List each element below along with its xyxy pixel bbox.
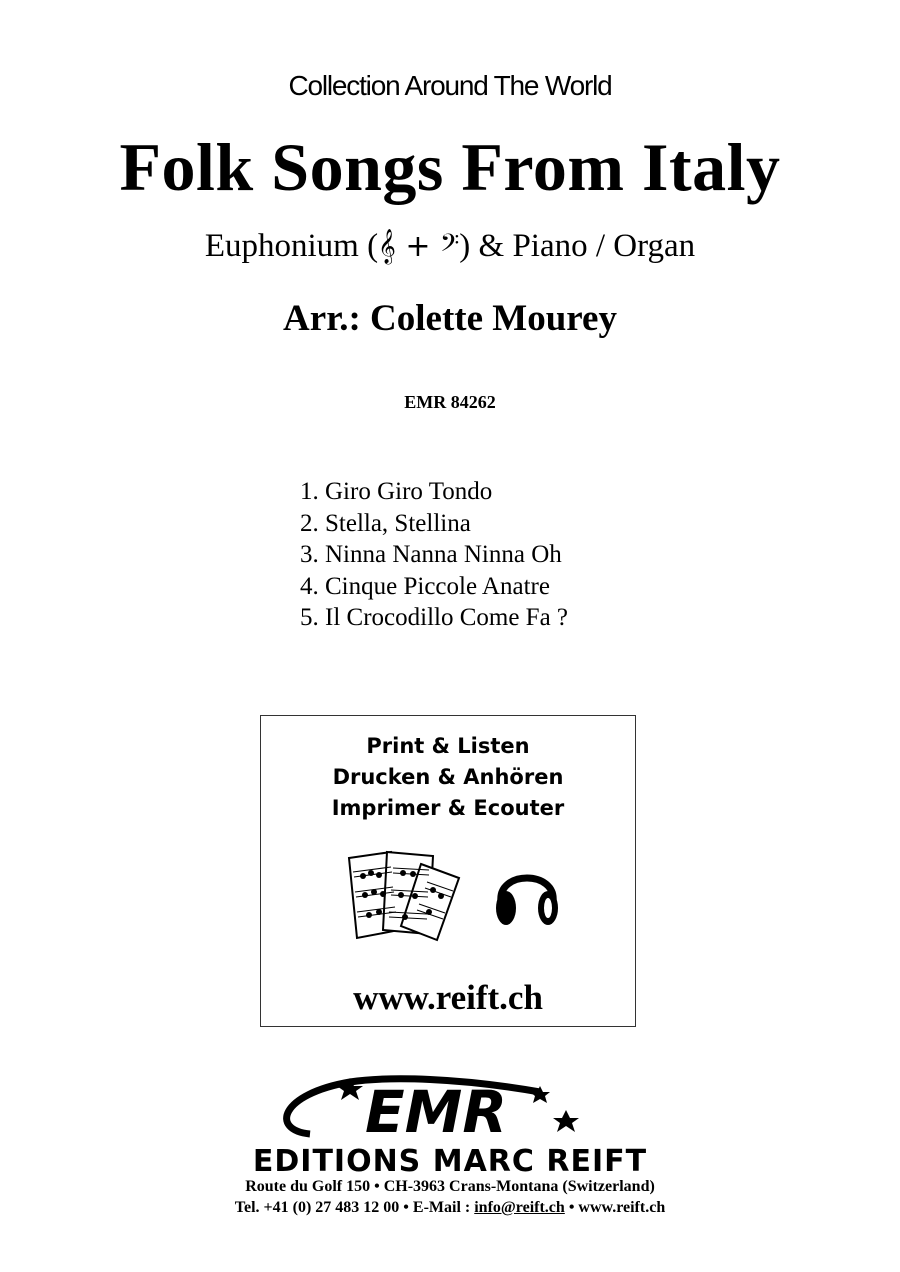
series-title: Collection Around The World bbox=[288, 70, 612, 101]
instrumentation bbox=[0, 228, 900, 265]
print-listen-box bbox=[260, 715, 636, 1027]
logo-text: EMR bbox=[365, 1078, 507, 1144]
publisher-name: EDITIONS MARC REIFT bbox=[252, 1144, 648, 1179]
promo-line-en: Print & Listen bbox=[366, 734, 530, 758]
list-item: 2. Stella, Stellina bbox=[300, 509, 471, 537]
headphones-icon bbox=[491, 856, 563, 932]
arranger: Arr.: Colette Mourey bbox=[283, 298, 617, 339]
page-title: Folk Songs From Italy bbox=[119, 129, 781, 205]
phone-text: Tel. +41 (0) 27 483 12 00 • E-Mail : bbox=[234, 1199, 475, 1216]
instrumentation-pre: Euphonium ( bbox=[204, 228, 379, 264]
catalog-number: EMR 84262 bbox=[404, 392, 496, 412]
clef-symbols: 𝄞 + 𝄢 bbox=[378, 229, 460, 264]
publisher-address: Route du Golf 150 • CH-3963 Crans-Montana (Switzerland) bbox=[245, 1178, 655, 1195]
promo-line-de: Drucken & Anhören bbox=[332, 765, 564, 789]
list-item: 3. Ninna Nanna Ninna Oh bbox=[300, 541, 562, 568]
web-text: • www.reift.ch bbox=[564, 1199, 666, 1216]
publisher-contact bbox=[0, 1199, 900, 1217]
email-link[interactable]: info@reift.ch bbox=[474, 1199, 565, 1216]
promo-line-fr: Imprimer & Ecouter bbox=[331, 796, 565, 820]
instrumentation-post: ) & Piano / Organ bbox=[459, 228, 696, 264]
emr-logo bbox=[240, 1072, 660, 1144]
list-item: 1. Giro Giro Tondo bbox=[300, 478, 493, 505]
sheet-music-icon bbox=[341, 846, 471, 946]
star-icon bbox=[553, 1110, 579, 1132]
list-item: 4. Cinque Piccole Anatre bbox=[300, 572, 550, 600]
track-list bbox=[300, 476, 568, 634]
website-link[interactable]: www.reift.ch bbox=[353, 978, 543, 1017]
list-item: 5. Il Crocodillo Come Fa ? bbox=[300, 604, 569, 631]
